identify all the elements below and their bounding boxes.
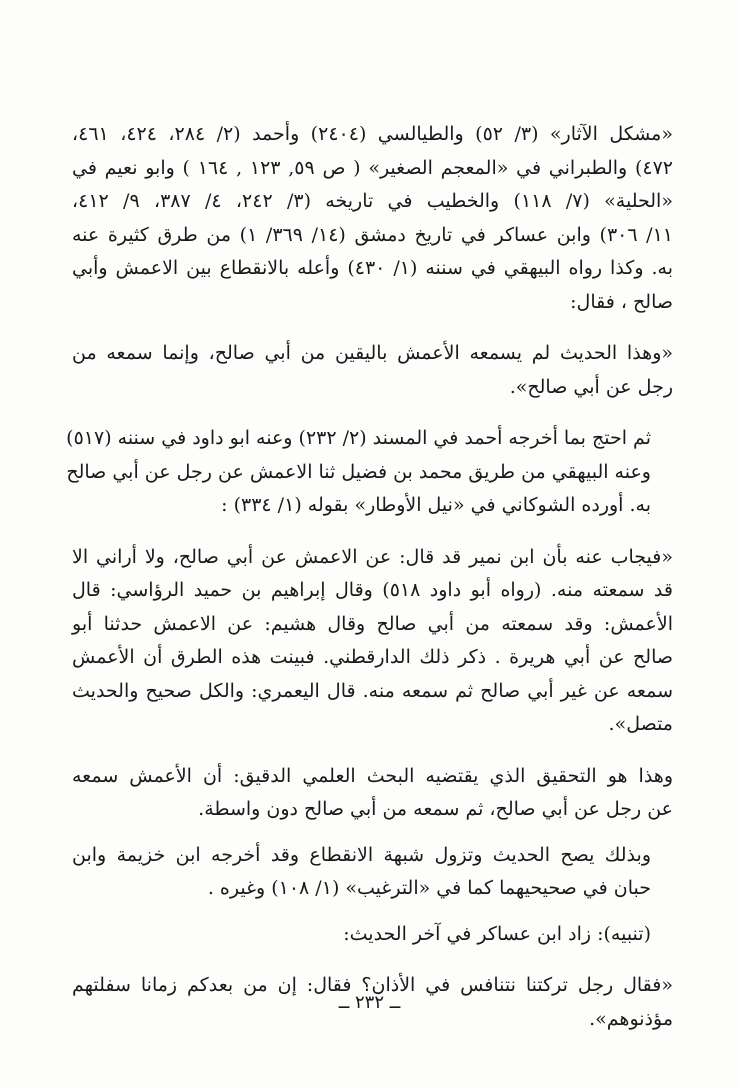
- text-line: وبذلك يصح الحديث وتزول شبهة الانقطاع وقد أخرجه ابن خزيمة وابن: [72, 843, 651, 866]
- paragraph-shawkani-quote: [72, 541, 673, 742]
- text-line: سمعه عن غير أبي صالح ثم سمعه منه. قال اليعمري: والكل صحيح والحديث: [72, 679, 673, 702]
- text-line: به. وكذا رواه البيهقي في سننه (١/ ٤٣٠) وأعله بالانقطاع بين الاعمش وأبي: [72, 257, 673, 279]
- paragraph-note: [72, 918, 673, 952]
- text-line: الأعمش: وقد سمعته من أبي صالح وقال هشيم: عن الاعمش حدثنا أبو: [72, 612, 673, 635]
- text-line: (تنبيه): زاد ابن عساكر في آخر الحديث:: [343, 922, 651, 945]
- text-line: عن رجل عن أبي صالح، ثم سمعه من أبي صالح دون واسطة.: [198, 798, 673, 820]
- paragraph-conclusion: [72, 839, 673, 906]
- paragraph-verification: [72, 760, 673, 827]
- text-line: متصل».: [608, 713, 673, 735]
- text-line: «وهذا الحديث لم يسمعه الأعمش باليقين من أبي صالح، وإنما سمعه من: [72, 342, 673, 364]
- text-line: صالح ، فقال:: [570, 290, 673, 313]
- text-line: «فيجاب عنه بأن ابن نمير قد قال: عن الاعمش عن أبي صالح، ولا أراني الا: [72, 545, 673, 568]
- text-line: به. أورده الشوكاني في «نيل الأوطار» بقوله (١/ ٣٣٤) :: [221, 494, 651, 516]
- text-line: وهذا هو التحقيق الذي يقتضيه البحث العلمي الدقيق: أن الأعمش سمعه: [72, 764, 673, 787]
- text-line: ١١/ ٣٠٦) وابن عساكر في تاريخ دمشق (١٤/ ٣٦٩/ ١) من طرق كثيرة عنه: [72, 223, 674, 246]
- text-line: ثم احتج بما أخرجه أحمد في المسند (٢/ ٢٣٢) وعنه ابو داود في سننه (٥١٧): [66, 427, 651, 449]
- text-line: «مشكل الآثار» (٣/ ٥٢) والطيالسي (٢٤٠٤) وأحمد (٢/ ٢٨٤، ٤٢٤، ٤٦١،: [72, 123, 673, 145]
- text-line: «الحلية» (٧/ ١١٨) والخطيب في تاريخه (٣/ ٢٤٢، ٤/ ٣٨٧، ٩/ ٤١٢،: [72, 190, 673, 212]
- text-line: «فقال رجل تركتنا نتنافس في الأذان؟ فقال: إن من بعدكم زمانا سفلتهم: [72, 974, 673, 996]
- text-line: قد سمعته منه. (رواه أبو داود ٥١٨) وقال إبراهيم بن حميد الرؤاسي: قال: [72, 579, 673, 601]
- text-line: رجل عن أبي صالح».: [509, 375, 673, 398]
- text-line: مؤذنوهم».: [589, 1007, 673, 1030]
- text-line: وعنه البيهقي من طريق محمد بن فضيل ثنا الاعمش عن رجل عن أبي صالح: [66, 460, 651, 483]
- paragraph-bayhaqi-quote: [72, 337, 673, 404]
- text-line: حبان في صحيحيهما كما في «الترغيب» (١/ ١٠٨) وغيره .: [207, 877, 651, 899]
- page-number: ــ ٢٣٢ ــ: [338, 992, 401, 1013]
- paragraph-sources: [72, 118, 673, 319]
- text-line: صالح عن أبي هريرة . ذكر ذلك الدارقطني. فبينت هذه الطرق أن الأعمش: [72, 646, 673, 668]
- paragraph-ahmad: [66, 422, 673, 523]
- page-body: [66, 118, 674, 1036]
- text-line: ٤٧٢) والطبراني في «المعجم الصغير» ( ص ٥٩, ١٢٣ , ١٦٤ ) وابو نعيم في: [72, 156, 673, 179]
